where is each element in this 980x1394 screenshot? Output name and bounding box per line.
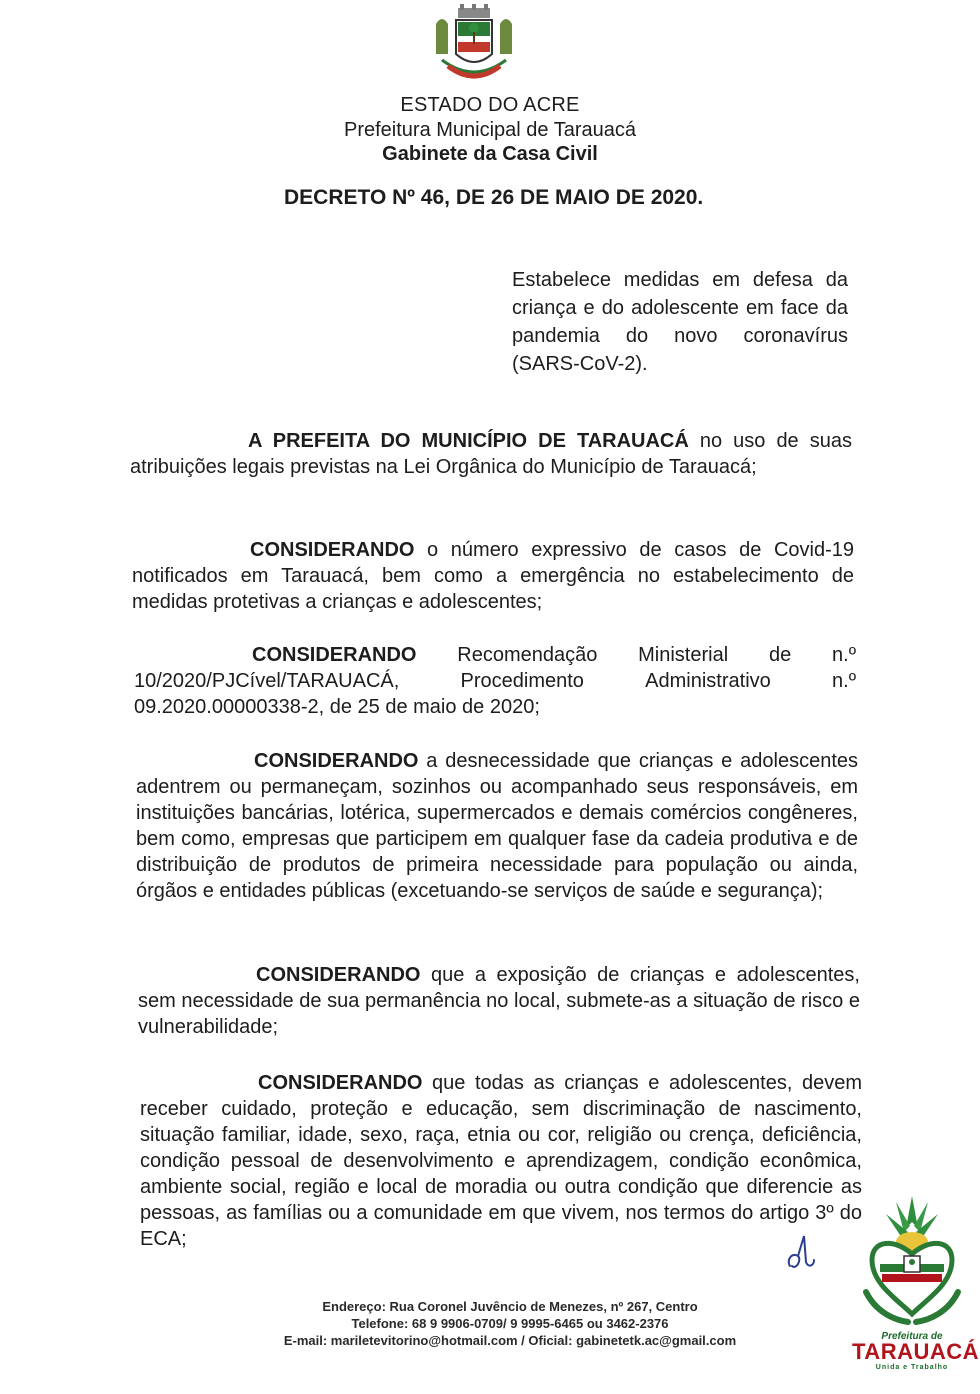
considerando-paragraph: [134, 642, 856, 720]
considerando-text: a desnecessidade que crianças e adolescentes adentrem ou permaneçam, sozinhos ou acompanhado seus responsáveis, em instituições bancárias, lotérica, supermercados e demais comércios congêneres, bem como, empresas que participem em qualquer fase da cadeia produtiva e de distribuição de produtos de primeira necessidade para população ou ainda, órgãos e entidades públicas (excetuando-se serviços de saúde e segurança);: [136, 750, 858, 902]
coat-of-arms-icon: [428, 4, 520, 88]
summary-line: Estabelece medidas em defesa da: [512, 269, 848, 291]
considerando-label: CONSIDERANDO: [256, 964, 421, 986]
decree-summary: [512, 266, 848, 378]
considerando-paragraph: [132, 537, 854, 615]
considerando-row: [134, 668, 856, 694]
considerando-text: o número expressivo de casos de Covid-19 notificados em Tarauacá, bem como a emergência no estabelecimento de medidas protetivas a crianças e adolescentes;: [132, 539, 854, 613]
considerando-label: CONSIDERANDO: [252, 644, 417, 666]
summary-line: (SARS-CoV-2).: [512, 353, 648, 375]
decree-title: DECRETO Nº 46, DE 26 DE MAIO DE 2020.: [284, 186, 704, 209]
summary-line: pandemia do novo coronavírus: [512, 325, 848, 347]
considerando-paragraph: [140, 1070, 862, 1252]
considerando-row: [134, 642, 856, 668]
footer-address: Endereço: Rua Coronel Juvêncio de Menezes, nº 267, Centro: [322, 1299, 698, 1314]
considerando-text: que todas as crianças e adolescentes, devem receber cuidado, proteção e educação, sem discriminação de nascimento, situação familiar, idade, sexo, raça, etnia ou cor, religião ou crença, deficiência, condição pessoal de desenvolvimento e aprendizagem, condição econômica, ambiente social, região e local de moradia ou outra condição que diferencie as pessoas, as famílias ou a comunidade em que vivem, nos termos do artigo 3º do ECA;: [140, 1072, 862, 1250]
considerando-label: CONSIDERANDO: [250, 539, 415, 561]
header-state: ESTADO DO ACRE: [400, 94, 580, 116]
considerando-row: 09.2020.00000338-2, de 25 de maio de 2020;: [134, 696, 540, 718]
considerando-text: que a exposição de crianças e adolescentes, sem necessidade de sua permanência no local, submete-as a situação de risco e vulnerabilidade;: [138, 964, 860, 1038]
considerando-word: Administrativo: [645, 670, 771, 692]
considerando-word: n.º: [832, 644, 856, 666]
intro-paragraph: [130, 428, 852, 480]
logo-line-1: Prefeitura de: [881, 1331, 943, 1342]
intro-text: no uso de suas atribuições legais previstas na Lei Orgânica do Município de Tarauacá;: [130, 430, 852, 478]
footer-phone: Telefone: 68 9 9906-0709/ 9 9995-6465 ou 3462-2376: [351, 1316, 669, 1331]
considerando-label: CONSIDERANDO: [254, 750, 419, 772]
considerando-word: Ministerial: [638, 644, 729, 666]
considerando-word: de: [768, 644, 792, 666]
municipal-logo: [852, 1188, 980, 1388]
footer-email: E-mail: mariletevitorino@hotmail.com / Oficial: gabinetetk.ac@gmail.com: [283, 1333, 737, 1348]
footer-contact: [270, 1298, 750, 1349]
considerando-word: Procedimento: [460, 670, 584, 692]
considerando-word: n.º: [832, 670, 856, 692]
signature-initials-icon: [784, 1232, 818, 1276]
summary-line: criança e do adolescente em face da: [512, 297, 848, 319]
considerando-word: 10/2020/PJCível/TARAUACÁ,: [134, 670, 400, 692]
considerando-paragraph: [138, 962, 860, 1040]
header-prefecture: Prefeitura Municipal de Tarauacá: [343, 119, 637, 141]
considerando-word: Recomendação: [457, 644, 598, 666]
header-cabinet: Gabinete da Casa Civil: [382, 143, 598, 165]
logo-line-3: Unida e Trabalho: [875, 1364, 949, 1371]
intro-bold: A PREFEITA DO MUNICÍPIO DE TARAUACÁ: [248, 430, 689, 452]
pineapple-heart-icon: [852, 1188, 972, 1333]
logo-line-2: TARAUACÁ: [852, 1339, 980, 1364]
considerando-label: CONSIDERANDO: [258, 1072, 423, 1094]
considerando-paragraph: [136, 748, 858, 904]
